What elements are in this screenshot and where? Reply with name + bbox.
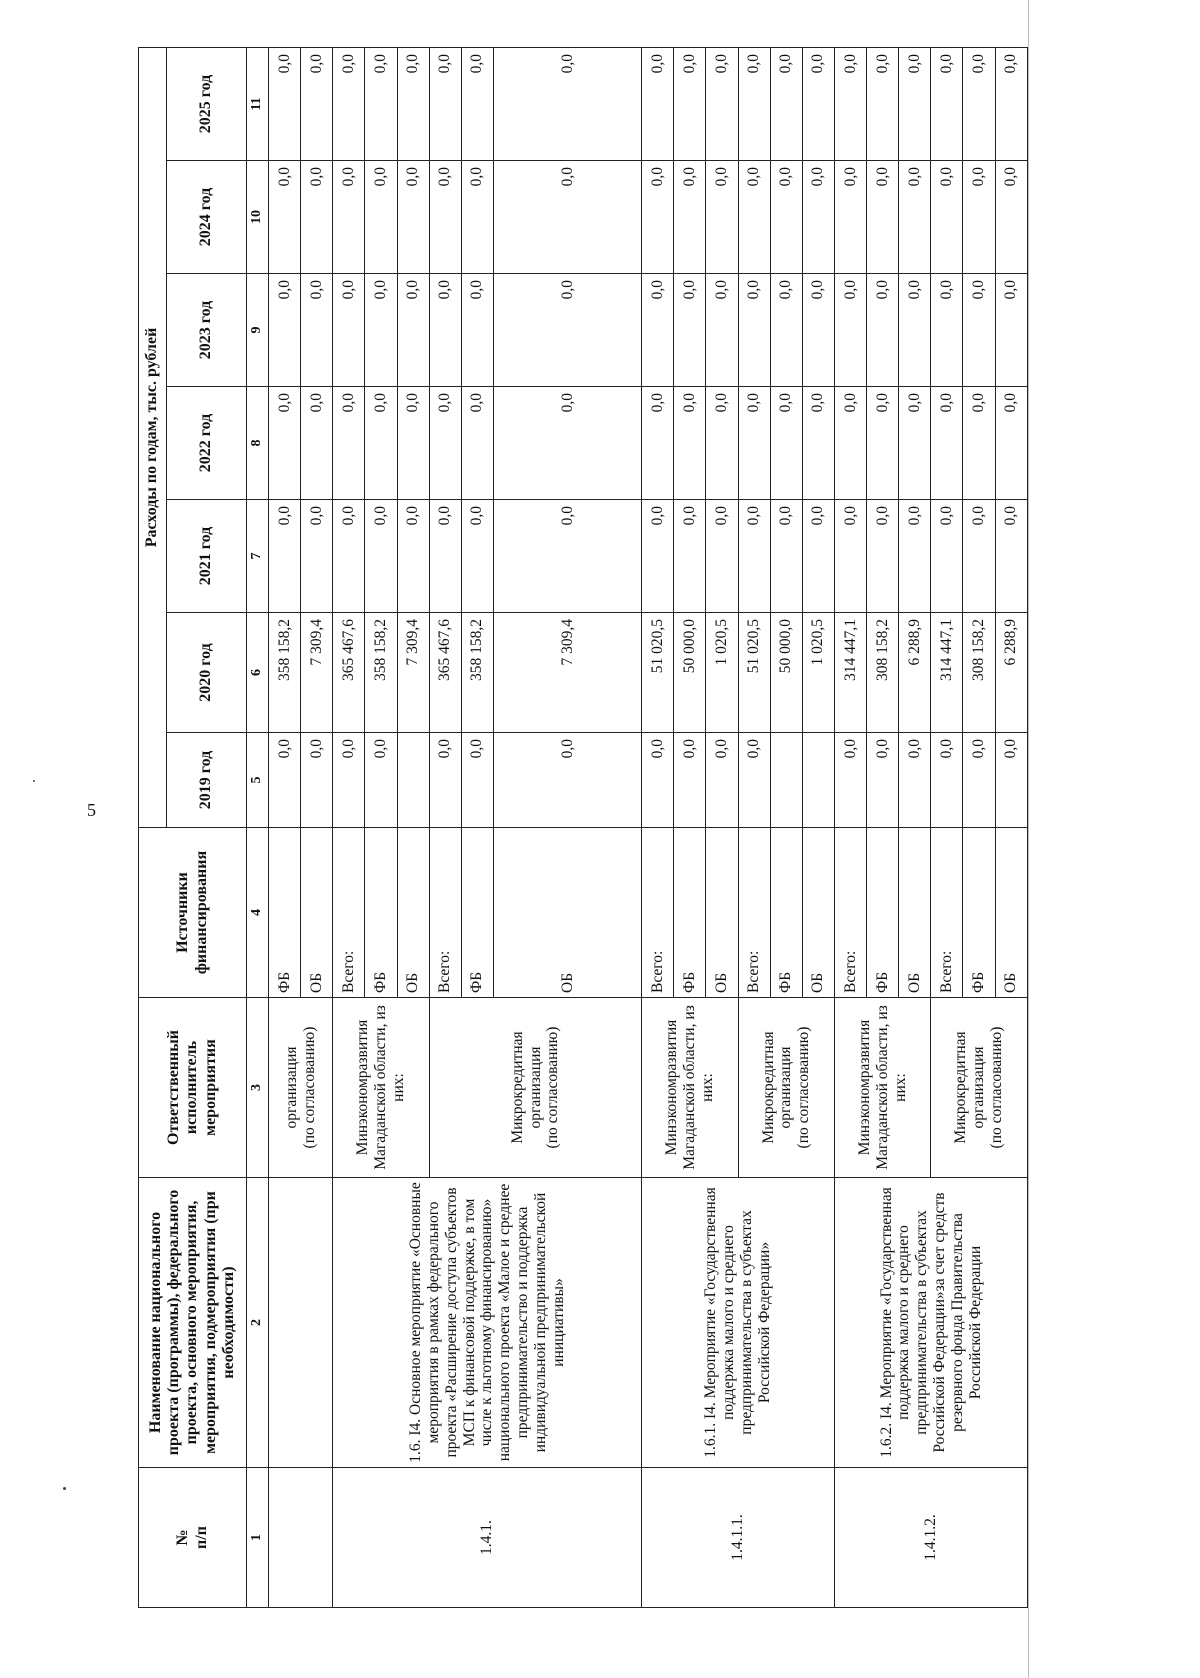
- value-cell: 0,0: [365, 274, 397, 387]
- column-number: 5: [247, 733, 269, 828]
- row-source: ФБ: [461, 828, 493, 998]
- value-cell: 0,0: [461, 387, 493, 500]
- value-cell: 0,0: [931, 161, 963, 274]
- value-cell: 0,0: [365, 47, 397, 160]
- value-cell: 0,0: [429, 387, 461, 500]
- value-cell: 0,0: [333, 274, 365, 387]
- header-year: 2023 год: [167, 274, 247, 387]
- value-cell: 0,0: [301, 161, 333, 274]
- value-cell: 0,0: [706, 47, 738, 160]
- value-cell: 0,0: [301, 733, 333, 828]
- value-cell: 0,0: [834, 733, 866, 828]
- value-cell: 51 020,5: [738, 613, 770, 733]
- value-cell: 0,0: [867, 500, 899, 613]
- value-cell: 0,0: [429, 500, 461, 613]
- value-cell: 6 288,9: [995, 613, 1027, 733]
- value-cell: 0,0: [333, 387, 365, 500]
- row-source: ФБ: [365, 828, 397, 998]
- value-cell: 0,0: [301, 387, 333, 500]
- table-row: [834, 47, 866, 1607]
- row-number: 1.4.1.2.: [834, 1468, 1027, 1608]
- column-number: 1: [247, 1468, 269, 1608]
- value-cell: 0,0: [333, 47, 365, 160]
- header-year: 2020 год: [167, 613, 247, 733]
- row-source: ФБ: [867, 828, 899, 998]
- value-cell: 1 020,5: [706, 613, 738, 733]
- value-cell: 0,0: [493, 387, 641, 500]
- value-cell: 0,0: [899, 387, 931, 500]
- value-cell: 0,0: [674, 387, 706, 500]
- header-expenses: Расходы по годам, тыс. рублей: [139, 47, 167, 827]
- header-year: 2025 год: [167, 47, 247, 160]
- value-cell: 0,0: [397, 500, 429, 613]
- row-executor: Минэкономразвития Магаданской области, из них:: [333, 998, 429, 1178]
- value-cell: 0,0: [269, 387, 301, 500]
- row-number: [269, 1468, 333, 1608]
- value-cell: 7 309,4: [301, 613, 333, 733]
- value-cell: 0,0: [461, 274, 493, 387]
- value-cell: 0,0: [770, 161, 802, 274]
- value-cell: 51 020,5: [642, 613, 674, 733]
- row-executor: организация (по согласованию): [269, 998, 333, 1178]
- value-cell: 0,0: [963, 47, 995, 160]
- value-cell: 0,0: [301, 47, 333, 160]
- value-cell: 0,0: [397, 161, 429, 274]
- value-cell: 314 447,1: [834, 613, 866, 733]
- value-cell: 0,0: [493, 733, 641, 828]
- value-cell: 0,0: [461, 733, 493, 828]
- value-cell: 358 158,2: [461, 613, 493, 733]
- value-cell: 6 288,9: [899, 613, 931, 733]
- value-cell: 365 467,6: [333, 613, 365, 733]
- value-cell: 0,0: [963, 387, 995, 500]
- value-cell: 0,0: [802, 274, 834, 387]
- value-cell: 0,0: [770, 47, 802, 160]
- value-cell: 0,0: [333, 161, 365, 274]
- value-cell: 0,0: [899, 161, 931, 274]
- value-cell: [802, 733, 834, 828]
- page-number: 5: [87, 800, 96, 820]
- row-source: ФБ: [963, 828, 995, 998]
- value-cell: 0,0: [834, 387, 866, 500]
- value-cell: 0,0: [899, 47, 931, 160]
- scan-speck: [33, 780, 35, 782]
- value-cell: 0,0: [738, 47, 770, 160]
- value-cell: 0,0: [995, 733, 1027, 828]
- value-cell: 0,0: [397, 387, 429, 500]
- value-cell: 1 020,5: [802, 613, 834, 733]
- scan-speck: [63, 1487, 66, 1490]
- value-cell: 0,0: [674, 274, 706, 387]
- row-source: Всего:: [738, 828, 770, 998]
- row-executor: Микрокредитная организация (по согласованию): [931, 998, 1028, 1178]
- value-cell: 0,0: [867, 733, 899, 828]
- value-cell: 0,0: [461, 47, 493, 160]
- value-cell: 0,0: [899, 274, 931, 387]
- value-cell: 0,0: [995, 47, 1027, 160]
- row-source: Всего:: [834, 828, 866, 998]
- value-cell: 0,0: [834, 274, 866, 387]
- value-cell: 0,0: [770, 387, 802, 500]
- header-year: 2019 год: [167, 733, 247, 828]
- column-number: 11: [247, 47, 269, 160]
- value-cell: 50 000,0: [770, 613, 802, 733]
- value-cell: 0,0: [365, 733, 397, 828]
- value-cell: 0,0: [461, 161, 493, 274]
- value-cell: 0,0: [269, 500, 301, 613]
- row-source: ФБ: [770, 828, 802, 998]
- value-cell: 0,0: [461, 500, 493, 613]
- row-source: ОБ: [706, 828, 738, 998]
- column-number: 2: [247, 1178, 269, 1468]
- value-cell: 0,0: [429, 733, 461, 828]
- row-source: Всего:: [333, 828, 365, 998]
- row-name: 1.6. I4. Основное мероприятие «Основные мероприятия в рамках федерального проекта «Расширение доступа субъектов МСП к финансовой поддержке, в том числе к льготному финансированию» национального проекта «Малое и среднее предпринимательство и поддержка индивидуальной предпринимательской инициативы»: [333, 1178, 642, 1468]
- row-source: ОБ: [301, 828, 333, 998]
- value-cell: 308 158,2: [963, 613, 995, 733]
- value-cell: 0,0: [706, 387, 738, 500]
- value-cell: 0,0: [802, 161, 834, 274]
- header-year: 2022 год: [167, 387, 247, 500]
- value-cell: 0,0: [770, 274, 802, 387]
- value-cell: 0,0: [995, 500, 1027, 613]
- table-row: [269, 47, 301, 1607]
- value-cell: 0,0: [931, 387, 963, 500]
- value-cell: 0,0: [301, 274, 333, 387]
- value-cell: 0,0: [397, 274, 429, 387]
- value-cell: 0,0: [429, 161, 461, 274]
- value-cell: 0,0: [738, 733, 770, 828]
- value-cell: 0,0: [642, 47, 674, 160]
- value-cell: 0,0: [931, 733, 963, 828]
- row-executor: Микрокредитная организация (по согласованию): [738, 998, 834, 1178]
- value-cell: 0,0: [269, 733, 301, 828]
- value-cell: 0,0: [429, 274, 461, 387]
- header-executor: Ответственный исполнитель мероприятия: [139, 998, 247, 1178]
- row-source: ОБ: [397, 828, 429, 998]
- value-cell: 0,0: [493, 161, 641, 274]
- column-number: 6: [247, 613, 269, 733]
- value-cell: 0,0: [674, 500, 706, 613]
- value-cell: [397, 733, 429, 828]
- row-source: ОБ: [493, 828, 641, 998]
- value-cell: 0,0: [269, 161, 301, 274]
- row-executor: Минэкономразвития Магаданской области, из них:: [834, 998, 930, 1178]
- value-cell: 0,0: [834, 47, 866, 160]
- row-source: ОБ: [899, 828, 931, 998]
- value-cell: 0,0: [899, 733, 931, 828]
- value-cell: 0,0: [333, 500, 365, 613]
- table-body: [269, 47, 1028, 1607]
- value-cell: 0,0: [899, 500, 931, 613]
- value-cell: 358 158,2: [365, 613, 397, 733]
- table-row: [642, 47, 674, 1607]
- value-cell: 0,0: [931, 274, 963, 387]
- value-cell: 0,0: [493, 500, 641, 613]
- header-source: Источники финансирования: [139, 828, 247, 998]
- budget-table-rotated: [138, 48, 1028, 1608]
- value-cell: 0,0: [301, 500, 333, 613]
- value-cell: 0,0: [931, 500, 963, 613]
- value-cell: 0,0: [963, 500, 995, 613]
- value-cell: 0,0: [706, 733, 738, 828]
- table-row: [333, 47, 365, 1607]
- value-cell: 0,0: [365, 387, 397, 500]
- value-cell: 0,0: [963, 161, 995, 274]
- value-cell: 0,0: [802, 387, 834, 500]
- row-name: 1.6.1. I4. Мероприятие «Государственная поддержка малого и среднего предпринимательства в субъектах Российской Федерации»: [642, 1178, 835, 1468]
- value-cell: 0,0: [674, 161, 706, 274]
- column-number: 3: [247, 998, 269, 1178]
- row-source: ОБ: [802, 828, 834, 998]
- row-source: Всего:: [642, 828, 674, 998]
- value-cell: 0,0: [642, 733, 674, 828]
- value-cell: 7 309,4: [397, 613, 429, 733]
- value-cell: 50 000,0: [674, 613, 706, 733]
- row-name: 1.6.2. I4. Мероприятие «Государственная поддержка малого и среднего предпринимательства в субъектах Российской Федерации»за счет средств резервного фонда Правительства Российской Федерации: [834, 1178, 1027, 1468]
- value-cell: 0,0: [642, 274, 674, 387]
- value-cell: 0,0: [834, 500, 866, 613]
- column-number: 9: [247, 274, 269, 387]
- value-cell: 0,0: [333, 733, 365, 828]
- row-number: 1.4.1.: [333, 1468, 642, 1608]
- value-cell: 0,0: [269, 47, 301, 160]
- value-cell: 0,0: [738, 274, 770, 387]
- value-cell: 0,0: [493, 47, 641, 160]
- value-cell: 0,0: [706, 500, 738, 613]
- value-cell: 0,0: [867, 387, 899, 500]
- header-year: 2024 год: [167, 161, 247, 274]
- value-cell: 0,0: [365, 500, 397, 613]
- value-cell: 0,0: [963, 274, 995, 387]
- value-cell: [770, 733, 802, 828]
- column-number: 4: [247, 828, 269, 998]
- right-page-edge: [1028, 0, 1029, 1678]
- value-cell: 308 158,2: [867, 613, 899, 733]
- value-cell: 0,0: [738, 161, 770, 274]
- row-executor: Минэкономразвития Магаданской области, из них:: [642, 998, 738, 1178]
- value-cell: 0,0: [834, 161, 866, 274]
- value-cell: 0,0: [429, 47, 461, 160]
- value-cell: 0,0: [674, 733, 706, 828]
- value-cell: 0,0: [995, 161, 1027, 274]
- value-cell: 0,0: [995, 387, 1027, 500]
- value-cell: 0,0: [706, 161, 738, 274]
- value-cell: 0,0: [867, 161, 899, 274]
- value-cell: 0,0: [365, 161, 397, 274]
- column-number: 10: [247, 161, 269, 274]
- value-cell: 0,0: [642, 500, 674, 613]
- value-cell: 0,0: [642, 161, 674, 274]
- row-source: Всего:: [429, 828, 461, 998]
- header-year: 2021 год: [167, 500, 247, 613]
- value-cell: 0,0: [397, 47, 429, 160]
- value-cell: 0,0: [867, 47, 899, 160]
- value-cell: 0,0: [269, 274, 301, 387]
- value-cell: 7 309,4: [493, 613, 641, 733]
- column-number: 8: [247, 387, 269, 500]
- value-cell: 0,0: [931, 47, 963, 160]
- header-num: № п/п: [139, 1468, 247, 1608]
- value-cell: 0,0: [802, 500, 834, 613]
- column-number: 7: [247, 500, 269, 613]
- row-executor: Микрокредитная организация (по согласованию): [429, 998, 642, 1178]
- row-source: ОБ: [995, 828, 1027, 998]
- row-number: 1.4.1.1.: [642, 1468, 835, 1608]
- value-cell: 0,0: [867, 274, 899, 387]
- value-cell: 0,0: [706, 274, 738, 387]
- row-source: Всего:: [931, 828, 963, 998]
- row-source: ФБ: [674, 828, 706, 998]
- value-cell: 0,0: [963, 733, 995, 828]
- value-cell: 0,0: [770, 500, 802, 613]
- row-source: ФБ: [269, 828, 301, 998]
- header-name: Наименование национального проекта (программы), федерального проекта, основного мероприятия, мероприятия, подмероприятия (при необходимости): [139, 1178, 247, 1468]
- value-cell: 0,0: [493, 274, 641, 387]
- value-cell: 314 447,1: [931, 613, 963, 733]
- budget-table: [138, 47, 1028, 1608]
- row-name: [269, 1178, 333, 1468]
- value-cell: 358 158,2: [269, 613, 301, 733]
- value-cell: 365 467,6: [429, 613, 461, 733]
- value-cell: 0,0: [642, 387, 674, 500]
- value-cell: 0,0: [738, 500, 770, 613]
- value-cell: 0,0: [738, 387, 770, 500]
- value-cell: 0,0: [995, 274, 1027, 387]
- value-cell: 0,0: [674, 47, 706, 160]
- value-cell: 0,0: [802, 47, 834, 160]
